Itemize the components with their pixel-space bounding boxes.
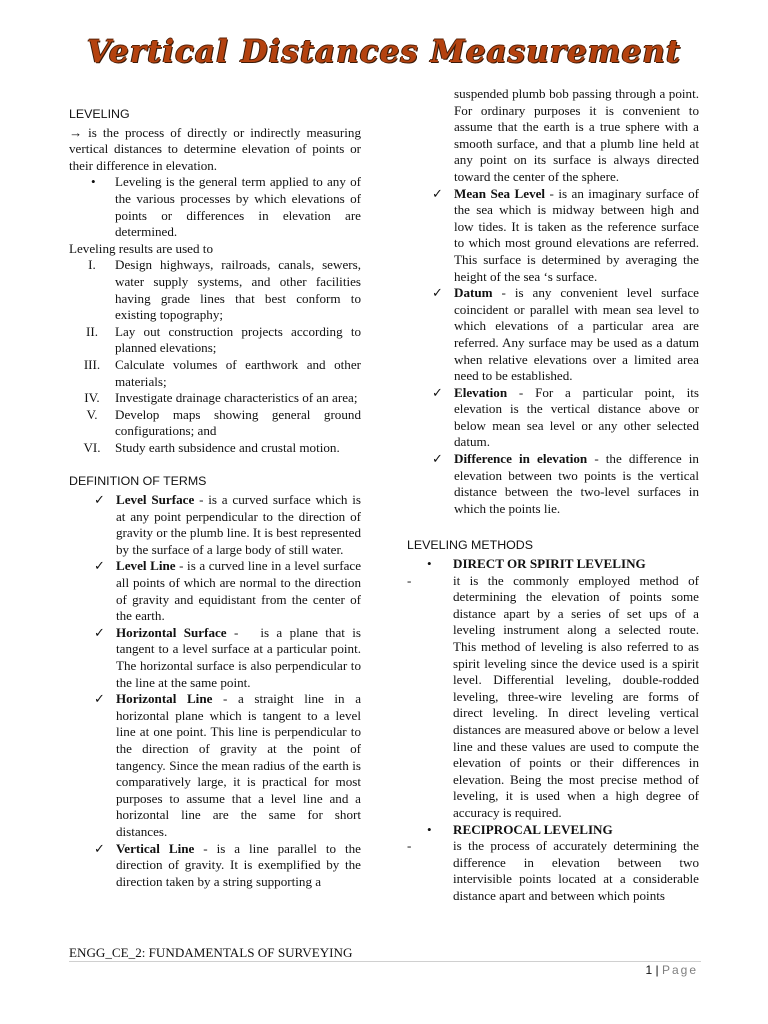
list-text: Investigate drainage characteristics of an area; [115,390,358,406]
term-text: - is a plane that is tangent to a level surface at a particular point. The horizontal surface is also perpendicular to the line at the same point. [116,624,365,690]
term-item [407,285,699,385]
methods-heading: LEVELING METHODS [407,538,533,553]
term-text: - is a line parallel to the direction of gravity. It is exemplified by the direction taken by a string supporting a [116,840,361,889]
method-item [407,822,699,839]
term-text: - is any convenient level surface coincident or parallel with mean sea level to which elevations of a particular area are referred. Any surface may be used as a datum when relative elevations over a limited area need to be established. [454,285,699,384]
term-text: - is a curved surface which is at any point perpendicular to the direction of gravity or the plumb line. It is best represented by the surface of a large body of still water. [116,492,361,557]
methods-list [407,556,699,904]
term-item [407,385,699,451]
term-text: - a straight line in a horizontal plane which is tangent to a level line at one point. This line is perpendicular to the direction of gravity at the point of tangency. Since the mean radius of the earth is comparatively large, it is practical for most purposes to assume that a level line and a horizontal line are the same for short distances. [116,691,362,839]
list-item [69,257,361,323]
list-number: III. [83,356,101,372]
document-title: Vertical Distances Measurement [86,34,682,70]
method-name: RECIPROCAL LEVELING [453,821,613,837]
leveling-bullet-text: Leveling is the general term applied to any of the various processes by which elevations of points or differences in elevation are determined. [115,174,361,240]
list-text: Study earth subsidence and crustal motion. [115,439,340,455]
term-item [407,451,699,517]
dash-marker: - [407,572,412,588]
checkmark-icon: ✓ [432,285,443,301]
list-item [69,440,361,457]
term-item [69,492,361,558]
list-item [69,407,361,440]
footer-divider [69,961,701,962]
page-separator: | [655,963,659,977]
bullet-icon: • [427,556,432,572]
bullet-icon: • [91,174,96,190]
list-item [69,324,361,357]
method-description [407,838,699,904]
list-number: VI. [83,439,101,455]
term-item [69,691,361,840]
checkmark-icon: ✓ [432,185,443,201]
left-column [69,106,365,890]
leveling-bullet [69,174,361,240]
term-item [407,186,699,286]
term-name: Level Surface [116,492,195,508]
method-description [407,573,699,822]
checkmark-icon: ✓ [94,492,105,508]
term-name: Datum [454,285,493,301]
leveling-heading: LEVELING [69,107,130,121]
vertical-line-continued: suspended plumb bob passing through a point. For ordinary purposes it is convenient to assume that the earth is a true sphere with a smooth surface, and that a plumb line held at any point on its surface is always directed toward the center of the sphere. [454,86,699,184]
term-text: - is a curved line in a level surface all points of which are normal to the direction of gravity and equidistant from the center of the earth. [116,558,362,624]
list-item [69,357,361,390]
dash-marker: - [407,838,412,854]
results-intro: Leveling results are used to [69,240,213,256]
checkmark-icon: ✓ [94,840,105,856]
term-name: Elevation [454,384,508,400]
checkmark-icon: ✓ [94,558,105,574]
list-item [69,390,361,407]
list-number: IV. [84,390,100,406]
list-text: Design highways, railroads, canals, sewers, water supply systems, and other facilities having grade lines that best conform to existing topography; [115,257,361,323]
bullet-icon: • [427,821,432,837]
checkmark-icon: ✓ [94,624,105,640]
term-item [69,841,361,891]
list-number: V. [86,406,98,422]
leveling-definition: → is the process of directly or indirectly measuring vertical distances to determine elevation of points or their difference in elevation. [69,124,361,173]
term-text: - the difference in elevation between two points is the vertical distance between the two-level surfaces in which the points lie. [454,451,699,516]
page-label: Page [661,963,698,977]
term-name: Level Line [116,558,176,574]
results-list [69,257,361,456]
list-text: Develop maps showing general ground configurations; and [115,406,361,439]
term-text: - For a particular point, its elevation is the vertical distance above or below mean sea level or any other selected datum. [454,384,699,450]
footer-course-title: ENGG_CE_2: FUNDAMENTALS OF SURVEYING [69,945,353,960]
page-number [645,963,698,977]
list-number: I. [88,257,96,273]
terms-list-left [69,492,365,890]
checkmark-icon: ✓ [432,384,443,400]
term-name: Difference in elevation [454,451,588,467]
list-text: Lay out construction projects according to planned elevations; [115,323,361,356]
checkmark-icon: ✓ [432,451,443,467]
term-name: Mean Sea Level [454,185,546,201]
list-text: Calculate volumes of earthwork and other materials; [115,356,361,389]
method-item [407,556,699,573]
term-text: - is an imaginary surface of the sea which is midway between high and low tides. It is taken as the reference surface to which most ground elevations are referred. This surface is determined by averaging the height of the sea ‘s surface. [454,185,699,284]
method-text: is the process of accurately determining the difference in elevation between two intervisible points located at a considerable distance apart and between which points [453,838,699,903]
term-name: Horizontal Line [116,691,213,707]
method-text: it is the commonly employed method of determining the elevation of points some distance apart by a series of set ups of a leveling instrument along a selected route. This method of leveling is also referred to as spirit leveling since the device used is a spirit level. Differential leveling, double-rodded leveling, three-wire leveling are forms of direct leveling. In direct leveling vertical distances are measured above or below a level line and these values are used to compute the elevation of points or their differences in elevation. Being the most precise method of leveling, it is used when a high degree of accuracy is required. [453,572,699,820]
term-name: Vertical Line [116,840,195,856]
term-name: Horizontal Surface [116,624,227,640]
right-column [407,86,699,905]
method-name: DIRECT OR SPIRIT LEVELING [453,556,646,572]
term-item [69,558,361,624]
page-number-value: 1 [645,963,653,977]
checkmark-icon: ✓ [94,691,105,707]
terms-list-right [407,186,699,518]
term-item [69,624,365,691]
list-number: II. [86,323,98,339]
definitions-heading: DEFINITION OF TERMS [69,474,207,489]
